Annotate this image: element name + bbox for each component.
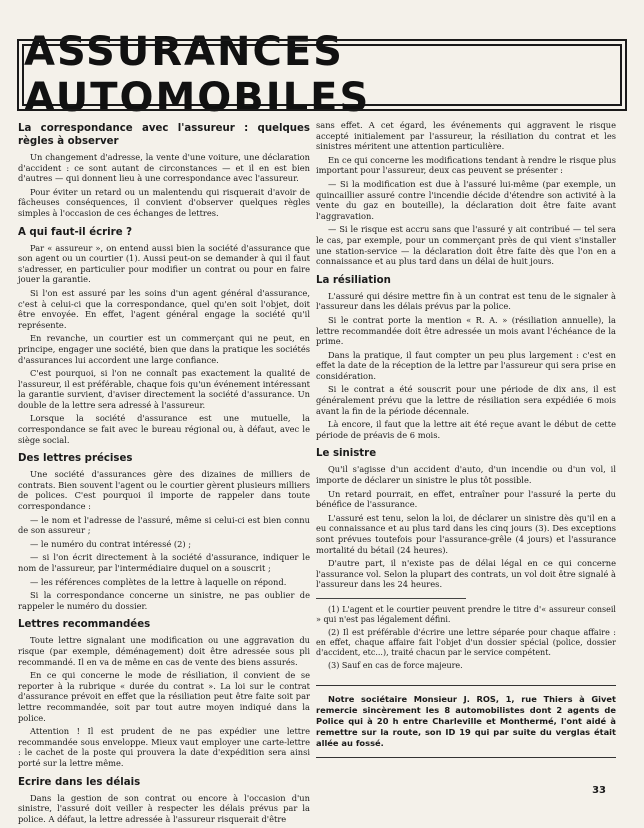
section-heading-delais: Ecrire dans les délais	[18, 776, 141, 788]
footnotes	[316, 605, 616, 671]
list-item: — Si la modification est due à l'assuré lui-même (par exemple, un quincaillier assuré contre l'incendie décide d'étendre son activité à la vente du gaz en bouteille), la déclaration doit être faite avant l'aggravation.	[316, 178, 616, 221]
paragraph: sans effet. A cet égard, les événements qui aggravent le risque accepté initialement par l'assureur, la résiliation du contrat et les sinistres méritent une attention particulière.	[316, 120, 616, 152]
paragraph: D'autre part, il n'existe pas de délai légal en ce qui concerne l'assurance vol. Selon la plupart des contrats, un vol doit être signalé à l'assureur dans les 24 heures.	[316, 558, 616, 590]
section-heading-correspondance: La correspondance avec l'assureur : quelques règles à observer	[18, 123, 310, 147]
section-heading-lettres-recommandees: Lettres recommandées	[18, 619, 151, 631]
paragraph: Toute lettre signalant une modification ou une aggravation du risque (par exemple, déménagement) doit être adressée sous pli recommandé. Il en va de même en cas de vente des biens assurés.	[18, 635, 310, 667]
paragraph: Attention ! Il est prudent de ne pas expédier une lettre recommandée sous enveloppe. Mieux vaut employer une carte-lettre : le cachet de la poste qui prouvera la date d'expédition sera ainsi porté sur la lettre même.	[18, 726, 310, 768]
paragraph: Si la correspondance concerne un sinistre, ne pas oublier de rappeler le numéro du dossier.	[18, 590, 310, 611]
paragraph: En ce qui concerne les modifications tendant à rendre le risque plus important pour l'assureur, deux cas peuvent se présenter :	[316, 154, 616, 176]
paragraph: Un changement d'adresse, la vente d'une voiture, une déclaration d'accident : ce sont autant de circonstances — et il en est bien d'autres — qui donnent lieu à une correspondance avec l'assureur.	[18, 152, 310, 184]
paragraph: Si le contrat a été souscrit pour une période de dix ans, il est généralement prévu que la lettre de résiliation sera expédiée 6 mois avant la fin de la période décennale.	[316, 384, 616, 416]
left-column	[18, 120, 310, 827]
paragraph: Par « assureur », on entend aussi bien la société d'assurance que son agent ou un courtier (1). Aussi peut-on se demander à qui il faut s'adresser, en particulier pour modifier un contrat ou pour en faire jouer la garantie.	[18, 242, 310, 285]
paragraph: En ce qui concerne le mode de résiliation, il convient de se reporter à la rubrique « durée du contrat ». La loi sur le contrat d'assurance prévoit en effet que la résiliation peut être faite soit par lettre recommandée, soit par tout autre moyen indiqué dans la police.	[18, 670, 310, 723]
footnote-3: (3) Sauf en cas de force majeure.	[328, 660, 463, 670]
list-item: — Si le risque est accru sans que l'assuré y ait contribué — tel sera le cas, par exemple, pour un commerçant près de qui vient s'installer une station-service — la déclaration doit être faite dès que l'on en a connaissance et au plus tard dans un délai de huit jours.	[316, 224, 616, 267]
section-heading-lettres-precises: Des lettres précises	[18, 453, 133, 465]
paragraph: Si le contrat porte la mention « R. A. » (résiliation annuelle), la lettre recommandée doit être adressée un mois avant l'échéance de la prime.	[316, 314, 616, 347]
paragraph: En revanche, un courtier est un commerçant qui ne peut, en principe, engager une société, bien que dans la pratique les sociétés d'assurances lui accordent une large confiance.	[18, 333, 310, 365]
paragraph: Là encore, il faut que la lettre ait été reçue avant le début de cette période de préavis de 6 mois.	[316, 419, 616, 440]
paragraph: Dans la pratique, il faut compter un peu plus largement : c'est en effet la date de la réception de la lettre par l'assureur qui sera prise en considération.	[316, 349, 616, 381]
paragraph: C'est pourquoi, si l'on ne connaît pas exactement la qualité de l'assureur, il est préférable, chaque fois qu'un événement intéressant la garantie survient, d'aviser directement la société d'assurance. Un double de la lettre sera adressé à l'assureur.	[18, 368, 310, 410]
paragraph: Lorsque la société d'assurance est une mutuelle, la correspondance se fait avec le bureau régional ou, à défaut, avec le siège social.	[18, 413, 310, 445]
paragraph: Qu'il s'agisse d'un accident d'auto, d'un incendie ou d'un vol, il importe de déclarer un sinistre le plus tôt possible.	[316, 464, 616, 486]
right-column	[316, 120, 616, 758]
paragraph: Un retard pourrait, en effet, entraîner pour l'assuré la perte du bénéfice de l'assurance.	[316, 488, 616, 510]
list-item: — le nom et l'adresse de l'assuré, même si celui-ci est bien connu de son assureur ;	[18, 514, 310, 536]
paragraph: Dans la gestion de son contrat ou encore à l'occasion d'un sinistre, l'assuré doit veiller à respecter les délais prévus par la police. A défaut, la lettre adressée à l'assureur risquerait d'être	[18, 792, 310, 824]
page-number: 33	[592, 785, 606, 796]
paragraph: L'assuré qui désire mettre fin à un contrat est tenu de le signaler à l'assureur dans les délais prévus par la police.	[316, 290, 616, 312]
footnote-1: (1) L'agent et le courtier peuvent prendre le titre d'« assureur conseil » qui n'est pas légalement défini.	[316, 604, 616, 624]
paragraph: L'assuré est tenu, selon la loi, de déclarer un sinistre dès qu'il en a eu connaissance et au plus tard dans les cinq jours (3). Des exceptions sont prévues toutefois pour l'assurance-grêle (4 jours) et l'assurance mortalité du bétail (24 heures).	[316, 512, 616, 555]
paragraph: Si l'on est assuré par les soins d'un agent général d'assurance, c'est à celui-ci que la correspondance, quel qu'en soit l'objet, doit être envoyée. En effet, l'agent général engage la société qu'il représente.	[18, 287, 310, 330]
paragraph: Une société d'assurances gère des dizaines de milliers de contrats. Bien souvent l'agent ou le courtier gèrent plusieurs milliers de polices. C'est pourquoi il importe de rappeler dans toute correspondance :	[18, 469, 310, 512]
paragraph: Pour éviter un retard ou un malentendu qui risquerait d'avoir de fâcheuses conséquences, il convient d'observer quelques règles simples à l'occasion de ces échanges de lettres.	[18, 186, 310, 218]
title-frame	[22, 29, 622, 121]
footnote-2: (2) Il est préférable d'écrire une lettre séparée pour chaque affaire : en effet, chaque affaire fait l'objet d'un dossier spécial (police, dossier d'accident, etc...), traité chacun par le service compétent.	[316, 627, 616, 657]
page-title: ASSURANCES AUTOMOBILES	[24, 29, 371, 121]
member-notice: Notre sociétaire Monsieur J. ROS, 1, rue Thiers à Givet remercie sincèrement les 8 automobilistes dont 2 agents de Police qui à 20 h entre Charleville et Monthermé, l'ont aidé à remettre sur la route, son ID 19 qui par suite du verglas était allée au fossé.	[316, 685, 616, 758]
list-item: — si l'on écrit directement à la société d'assurance, indiquer le nom de l'assureur, par l'intermédiaire duquel on a souscrit ;	[18, 552, 310, 573]
section-heading-qui-ecrire: A qui faut-il écrire ?	[18, 226, 133, 238]
list-item: — le numéro du contrat intéressé (2) ;	[30, 538, 192, 549]
section-heading-sinistre: Le sinistre	[316, 448, 377, 460]
section-heading-resiliation: La résiliation	[316, 274, 391, 286]
list-item: — les références complètes de la lettre à laquelle on répond.	[30, 576, 287, 587]
footnote-divider	[316, 598, 466, 599]
